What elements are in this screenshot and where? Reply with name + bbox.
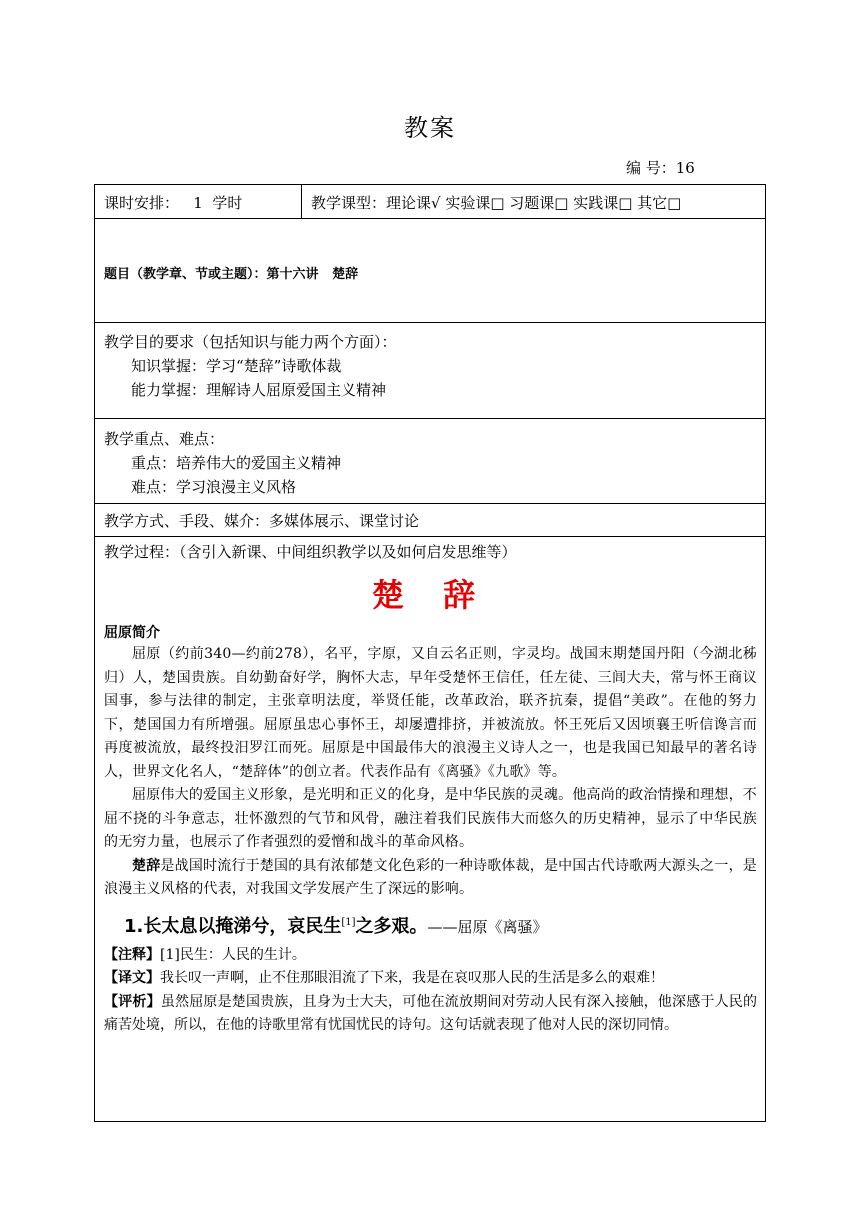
course-type-cell: 教学课型：理论课√ 实验课□ 习题课□ 实践课□ 其它□ [311,194,682,212]
ability-objective: 能力掌握：理解诗人屈原爱国主义精神 [131,381,387,399]
annotation-label: 【注释】 [104,946,160,963]
commentary [104,991,757,1038]
translation-text: 我长叹一声啊，止不住那眼泪流了下来，我是在哀叹那人民的生活是多么的艰难！ [160,970,664,986]
document-title: 教案 [404,114,456,142]
bio-paragraph-1: 屈原（约前340—约前278），名平，字原，又自云名正则，字灵均。战国末期楚国丹阳（今湖北秭归）人，楚国贵族。自幼勤奋好学，胸怀大志，早年受楚怀王信任，任左徒、三闾大夫，常与怀王商议国事，参与法律的制定，主张章明法度，举贤任能，改革政治，联齐抗秦，提倡“美政”。在他的努力下，楚国国力有所增强。屈原虽忠心事怀王，却屡遭排挤，并被流放。怀王死后又因顷襄王听信谗言而再度被流放，最终投汨罗江而死。屈原是中国最伟大的浪漫主义诗人之一，也是我国已知最早的著名诗人，世界文化名人，“楚辞体”的创立者。代表作品有《离骚》《九歌》等。 [104,646,757,780]
schedule-cell: 课时安排： 1 学时 [95,185,302,218]
key-points-row [95,419,765,504]
serial-number: 编 号：16 [626,159,695,177]
translation-label: 【译文】 [104,970,160,986]
bio-heading: 屈原简介 [104,625,160,641]
chuci-term: 楚辞 [132,857,161,874]
focus-point: 重点：培养伟大的爱国主义精神 [131,454,342,472]
lesson-big-title: 楚 辞 [371,576,490,614]
knowledge-objective: 知识掌握：学习“楚辞”诗歌体裁 [131,357,342,375]
commentary-label: 【评析】 [104,993,161,1010]
quote-line [124,912,757,938]
bio-paragraph-2: 屈原伟大的爱国主义形象，是光明和正义的化身，是中华民族的灵魂。他高尚的政治情操和理想，不屈不挠的斗争意志，壮怀激烈的气节和风骨，融注着我们民族伟大而悠久的历史精神，显示了中华民族的无穷力量，也展示了作者强烈的爱憎和战斗的革命风格。 [104,787,757,850]
annotation [104,944,757,968]
topic-text: 题目（教学章、节或主题）：第十六讲 楚辞 [104,267,359,282]
schedule-row [95,185,765,219]
key-points-heading: 教学重点、难点： [104,430,225,448]
quote-text-a: 1.长太息以掩涕兮，哀民生 [124,915,342,937]
footnote-marker: [1] [341,916,356,928]
translation [104,967,757,991]
topic-row [95,219,765,323]
annotation-text: [1]民生：人民的生计。 [160,946,306,963]
objectives-heading: 教学目的要求（包括知识与能力两个方面）： [104,333,397,351]
lesson-plan-table [94,184,766,1122]
commentary-text: 虽然屈原是楚国贵族，且身为士大夫，可他在流放期间对劳动人民有深入接触，他深感于人民的痛苦处境，所以，在他的诗歌里常有忧国忧民的诗句。这句话就表现了他对人民的深切同情。 [104,993,758,1033]
objectives-row [95,323,765,419]
methods-row: 教学方式、手段、媒介：多媒体展示、课堂讨论 [95,504,765,537]
bio-paragraph-3 [104,855,757,902]
process-row [95,537,765,1123]
quote-source: ——屈原《离骚》 [427,917,548,936]
process-heading: 教学过程：（含引入新课、中间组织教学以及如何启发思维等） [104,543,517,561]
chuci-definition: 是战国时流行于楚国的具有浓郁楚文化色彩的一种诗歌体裁，是中国古代诗歌两大源头之一，是浪漫主义风格的代表，对我国文学发展产生了深远的影响。 [104,857,757,897]
difficulty-point: 难点：学习浪漫主义风格 [131,478,297,496]
quote-text-b: 之多艰。 [355,915,428,937]
